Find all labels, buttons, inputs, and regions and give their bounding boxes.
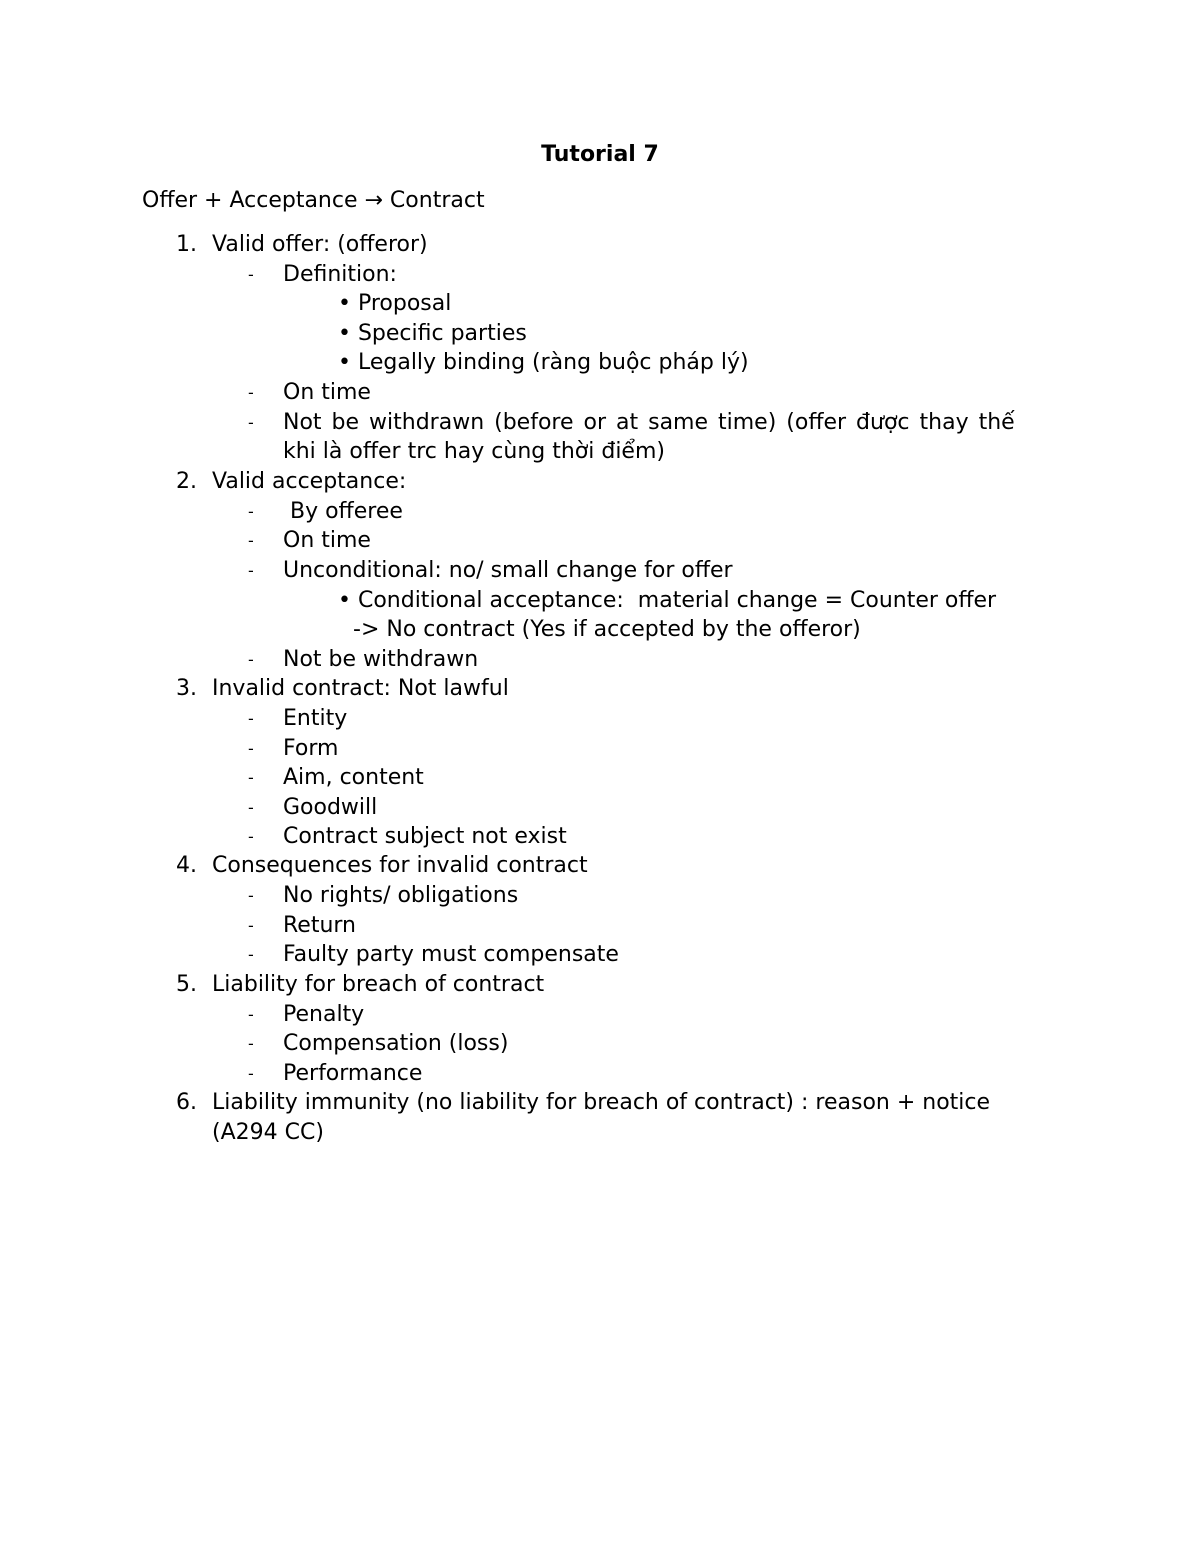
dash-marker: - <box>248 1064 254 1083</box>
section-heading: Invalid contract: Not lawful <box>212 676 509 701</box>
dash-marker: - <box>248 709 254 728</box>
bullet-text: • Specific parties <box>338 321 527 346</box>
dash-marker: - <box>248 383 254 402</box>
section-heading: (A294 CC) <box>212 1120 324 1145</box>
list-item-text: Contract subject not exist <box>283 824 567 849</box>
section-heading: Liability immunity (no liability for breach of contract) : reason + notice <box>212 1090 991 1115</box>
dash-marker: - <box>248 265 254 284</box>
bullet-text: • Conditional acceptance: material change = Counter offer <box>338 588 997 613</box>
section-number: 5. <box>176 972 197 997</box>
section-number: 2. <box>176 469 197 494</box>
list-item-text: Not be withdrawn <box>283 647 479 672</box>
dash-marker: - <box>248 561 254 580</box>
list-item-text: Aim, content <box>283 765 424 790</box>
dash-marker: - <box>248 531 254 550</box>
list-item-text: On time <box>283 380 371 405</box>
list-item-text: Penalty <box>283 1002 365 1027</box>
list-item-text: Compensation (loss) <box>283 1031 509 1056</box>
dash-marker: - <box>248 916 254 935</box>
dash-marker: - <box>248 1005 254 1024</box>
list-item-text: Not be withdrawn (before or at same time) (offer được thay thế <box>283 410 1015 435</box>
list-item-text: khi là offer trc hay cùng thời điểm) <box>283 439 665 464</box>
dash-marker: - <box>248 502 254 521</box>
bullet-text: • Proposal <box>338 291 452 316</box>
dash-marker: - <box>248 886 254 905</box>
list-item-text: Return <box>283 913 357 938</box>
dash-marker: - <box>248 650 254 669</box>
list-item-text: Form <box>283 736 339 761</box>
section-number: 3. <box>176 676 197 701</box>
list-item-text: On time <box>283 528 371 553</box>
list-item-text: By offeree <box>283 499 403 524</box>
list-item-text: No rights/ obligations <box>283 883 519 908</box>
list-item-text: Definition: <box>283 262 397 287</box>
section-number: 4. <box>176 853 197 878</box>
bullet-text: -> No contract (Yes if accepted by the offeror) <box>353 617 861 642</box>
list-item-text: Entity <box>283 706 348 731</box>
dash-marker: - <box>248 413 254 432</box>
page-subtitle: Offer + Acceptance → Contract <box>142 188 485 213</box>
page-title: Tutorial 7 <box>541 142 659 167</box>
section-heading: Valid offer: (offeror) <box>212 232 428 257</box>
list-item-text: Performance <box>283 1061 423 1086</box>
bullet-text: • Legally binding (ràng buộc pháp lý) <box>338 350 749 375</box>
dash-marker: - <box>248 945 254 964</box>
section-heading: Valid acceptance: <box>212 469 407 494</box>
dash-marker: - <box>248 798 254 817</box>
dash-marker: - <box>248 1034 254 1053</box>
section-number: 6. <box>176 1090 197 1115</box>
section-number: 1. <box>176 232 197 257</box>
section-heading: Consequences for invalid contract <box>212 853 588 878</box>
dash-marker: - <box>248 827 254 846</box>
dash-marker: - <box>248 768 254 787</box>
list-item-text: Unconditional: no/ small change for offer <box>283 558 733 583</box>
section-heading: Liability for breach of contract <box>212 972 545 997</box>
dash-marker: - <box>248 739 254 758</box>
list-item-text: Goodwill <box>283 795 378 820</box>
list-item-text: Faulty party must compensate <box>283 942 619 967</box>
